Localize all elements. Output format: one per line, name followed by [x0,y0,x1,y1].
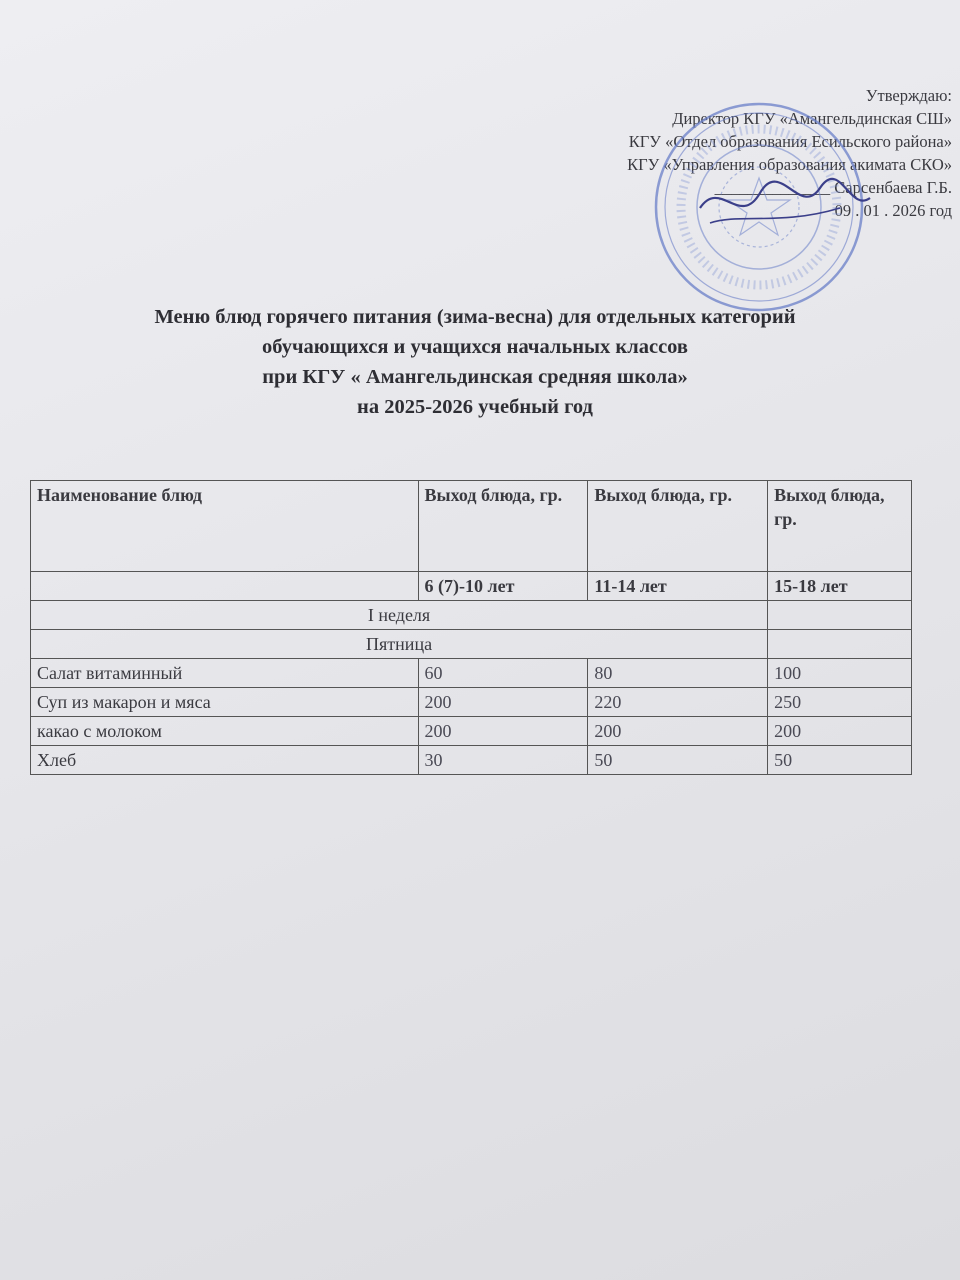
portion-6-10: 30 [418,746,588,775]
approval-department: КГУ «Отдел образования Есильского района» [628,132,952,151]
table-row [31,659,912,688]
header-dish-name: Наименование блюд [31,481,419,572]
title-line-1: Меню блюд горячего питания (зима-весна) для отдельных категорий [154,306,796,328]
header-portion-1: Выход блюда, гр. [418,481,588,572]
portion-11-14: 220 [588,688,768,717]
approval-director: Директор КГУ «Амангельдинская СШ» [672,109,952,128]
handwritten-signature-icon [680,168,880,238]
menu-table [30,480,912,775]
table-row [31,746,912,775]
table-header-row [31,481,912,572]
header-portion-3: Выход блюда, гр. [768,481,912,572]
approval-date: 09 . 01 . 2026 год [834,201,952,220]
age-group-row [31,572,912,601]
portion-15-18: 50 [768,746,912,775]
age-group-empty [31,572,419,601]
dish-name: Салат витаминный [31,659,419,688]
portion-15-18: 100 [768,659,912,688]
day-empty-cell [768,630,912,659]
table-row [31,688,912,717]
approval-signatory: ______________ Сарсенбаева Г.Б. [714,178,952,197]
dish-name: Хлеб [31,746,419,775]
dish-name: какао с молоком [31,717,419,746]
portion-11-14: 200 [588,717,768,746]
title-line-3: при КГУ « Амангельдинская средняя школа» [262,366,688,388]
portion-6-10: 200 [418,717,588,746]
header-portion-2: Выход блюда, гр. [588,481,768,572]
portion-11-14: 80 [588,659,768,688]
day-label: Пятница [31,630,768,659]
approval-heading: Утверждаю: [865,86,952,105]
week-row [31,601,912,630]
week-empty-cell [768,601,912,630]
portion-15-18: 250 [768,688,912,717]
portion-6-10: 60 [418,659,588,688]
day-row [31,630,912,659]
portion-15-18: 200 [768,717,912,746]
portion-11-14: 50 [588,746,768,775]
table-row [31,717,912,746]
title-line-4: на 2025-2026 учебный год [357,396,593,418]
portion-6-10: 200 [418,688,588,717]
age-group-2: 11-14 лет [588,572,768,601]
age-group-3: 15-18 лет [768,572,912,601]
age-group-1: 6 (7)-10 лет [418,572,588,601]
approval-administration: КГУ «Управления образования акимата СКО» [627,155,952,174]
dish-name: Суп из макарон и мяса [31,688,419,717]
title-line-2: обучающихся и учащихся начальных классов [262,336,688,358]
week-label: I неделя [31,601,768,630]
document-title [20,302,930,422]
